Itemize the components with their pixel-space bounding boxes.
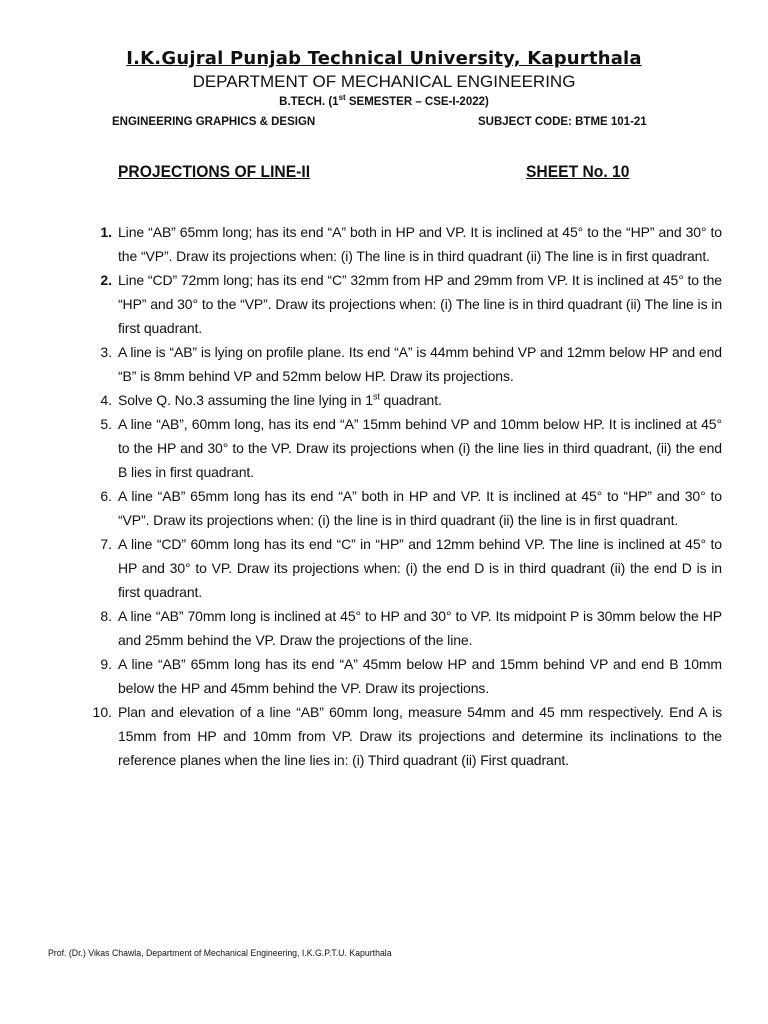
- program-semester: [0, 93, 768, 108]
- question-text: A line “AB”, 60mm long, has its end “A” 15mm behind VP and 10mm below HP. It is inclined at 45° to the HP and 30° to the VP. Draw its projections when (i) the line lies in third quadrant, (ii) the end B lies in first quadrant.: [118, 416, 722, 480]
- question-text: A line “CD” 60mm long has its end “C” in “HP” and 12mm behind VP. The line is inclined at 45° to HP and 30° to VP. Draw its projections when: (i) the end D is in third quadrant (ii) the end D is in first quadrant.: [118, 536, 722, 600]
- question-item: [84, 652, 722, 700]
- question-text: Line “AB” 65mm long; has its end “A” both in HP and VP. It is inclined at 45° to the “HP” and 30° to the “VP”. Draw its projections when: (i) The line is in third quadrant (ii) The line is in first quadrant.: [118, 224, 722, 264]
- subject-code: SUBJECT CODE: BTME 101-21: [478, 116, 647, 128]
- question-number: 9.: [100, 656, 112, 672]
- question-item: [84, 220, 722, 268]
- question-item: [84, 268, 722, 340]
- question-number: 8.: [100, 608, 112, 624]
- question-text: A line “AB” 65mm long has its end “A” both in HP and VP. It is inclined at 45° to “HP” and 30° to “VP”. Draw its projections when: (i) the line is in third quadrant (ii) the line is in first quadrant.: [118, 488, 722, 528]
- question-text: Plan and elevation of a line “AB” 60mm long, measure 54mm and 45 mm respectively. End A is 15mm from HP and 10mm from VP. Draw its projections and determine its inclinations to the reference planes when the line lies in: (i) Third quadrant (ii) First quadrant.: [118, 704, 722, 768]
- program-text-sup: st: [338, 93, 346, 103]
- question-number: 4.: [100, 392, 112, 408]
- sheet-title: PROJECTIONS OF LINE-II: [118, 162, 311, 181]
- question-item: [84, 484, 722, 532]
- sheet-number: SHEET No. 10: [526, 162, 630, 181]
- question-text-sup: st: [372, 391, 380, 402]
- question-number: 2.: [100, 272, 112, 288]
- question-number: 5.: [100, 416, 112, 432]
- question-text-post: quadrant.: [379, 392, 442, 408]
- question-item: [84, 532, 722, 604]
- question-number: 6.: [100, 488, 112, 504]
- question-number: 7.: [100, 536, 112, 552]
- question-item: [84, 604, 722, 652]
- university-title: I.K.Gujral Punjab Technical University, Kapurthala: [126, 48, 642, 69]
- question-text-pre: Solve Q. No.3 assuming the line lying in 1: [118, 392, 373, 408]
- question-number: 1.: [100, 224, 112, 240]
- question-text: Line “CD” 72mm long; has its end “C” 32mm from HP and 29mm from VP. It is inclined at 45° to the “HP” and 30° to the “VP”. Draw its projections when: (i) The line is in third quadrant (ii) The line is in first quadrant.: [118, 272, 722, 336]
- question-number: 3.: [100, 344, 112, 360]
- department-name: DEPARTMENT OF MECHANICAL ENGINEERING: [192, 72, 576, 91]
- question-item: [84, 388, 722, 412]
- program-text-post: SEMESTER – CSE-I-2022): [345, 96, 489, 108]
- question-text: A line “AB” 65mm long has its end “A” 45mm below HP and 15mm behind VP and end B 10mm below the HP and 45mm behind the VP. Draw its projections.: [118, 656, 722, 696]
- question-item: [84, 340, 722, 388]
- footer-credit: Prof. (Dr.) Vikas Chawla, Department of Mechanical Engineering, I.K.G.P.T.U. Kapurthala: [48, 948, 392, 959]
- question-text: A line “AB” 70mm long is inclined at 45° to HP and 30° to VP. Its midpoint P is 30mm below the HP and 25mm behind the VP. Draw the projections of the line.: [118, 608, 722, 648]
- course-name: ENGINEERING GRAPHICS & DESIGN: [112, 116, 316, 128]
- question-text: A line is “AB” is lying on profile plane. Its end “A” is 44mm behind VP and 12mm below HP and end “B” is 8mm behind VP and 52mm below HP. Draw its projections.: [118, 344, 722, 384]
- question-number: 10.: [92, 704, 112, 720]
- question-text: [118, 388, 722, 412]
- program-text-pre: B.TECH. (1: [279, 96, 339, 108]
- question-item: [84, 412, 722, 484]
- question-item: [84, 700, 722, 772]
- question-list: [84, 220, 722, 772]
